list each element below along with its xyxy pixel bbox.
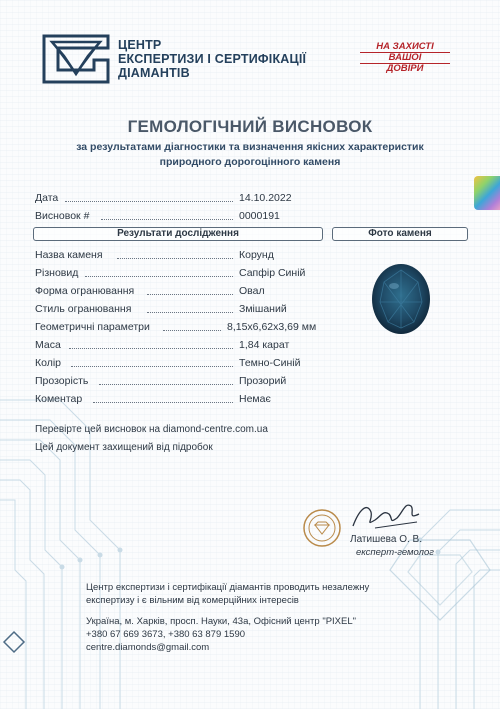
photo-header: Фото каменя — [332, 227, 468, 241]
result-value: 8,15x6,62x3,69 мм — [227, 321, 317, 333]
document-subtitle — [30, 140, 470, 170]
result-value: Сапфір Синій — [239, 267, 306, 279]
brand-line-1: ЦЕНТР — [118, 38, 162, 52]
center-seal-stamp — [302, 508, 342, 548]
result-label: Маса — [35, 339, 61, 351]
result-row — [35, 339, 335, 353]
signer-role: експерт-гемолог — [356, 547, 434, 558]
signer-name: Латишева О. В. — [350, 534, 422, 545]
brand-line-2: ЕКСПЕРТИЗИ І СЕРТИФІКАЦІЇ — [118, 52, 307, 66]
handwritten-signature — [345, 492, 425, 536]
result-label: Геометричні параметри — [35, 321, 150, 333]
date-label: Дата — [35, 192, 59, 204]
motto-line-1: НА ЗАХИСТІ — [360, 42, 450, 53]
footer-line-1: Центр експертизи і сертифікації діамантів проводить незалежну — [86, 582, 370, 593]
result-row — [35, 285, 335, 299]
footer-email: centre.diamonds@gmail.com — [86, 642, 210, 653]
result-value: Прозорий — [239, 375, 287, 387]
result-row — [35, 393, 335, 407]
brand-line-3: ДІАМАНТІВ — [118, 66, 190, 80]
motto-line-2: ВАШОЇ — [360, 53, 450, 64]
result-label: Коментар — [35, 393, 83, 405]
hologram-sticker — [474, 176, 500, 210]
result-row — [35, 303, 335, 317]
conclusion-number-value: 0000191 — [239, 210, 280, 222]
date-value: 14.10.2022 — [239, 192, 292, 204]
document-title: ГЕМОЛОГІЧНИЙ ВИСНОВОК — [127, 117, 373, 136]
gem-photo — [370, 262, 432, 336]
result-value: 1,84 карат — [239, 339, 290, 351]
result-label: Форма огранювання — [35, 285, 135, 297]
footer-address: Україна, м. Харків, просп. Науки, 43а, Офісний центр "PIXEL" — [86, 616, 357, 627]
conclusion-number-label: Висновок # — [35, 210, 90, 222]
subtitle-line-1: за результатами діагностики та визначення якісних характеристик — [76, 141, 424, 153]
verify-note: Перевірте цей висновок на diamond-centre.com.ua — [35, 424, 268, 435]
footer-line-2: експертизу і є вільним від комерційних інтересів — [86, 595, 299, 606]
result-value: Овал — [239, 285, 265, 297]
results-header: Результати дослідження — [33, 227, 323, 241]
protection-note: Цей документ захищений від підробок — [35, 442, 213, 453]
result-row — [35, 249, 335, 263]
result-value: Немає — [239, 393, 271, 405]
result-label: Різновид — [35, 267, 79, 279]
conclusion-number-row — [35, 210, 435, 224]
result-row — [35, 321, 335, 335]
footer-phones: +380 67 669 3673, +380 63 879 1590 — [86, 629, 246, 640]
result-value: Корунд — [239, 249, 274, 261]
brand-name — [118, 38, 338, 80]
date-row — [35, 192, 435, 206]
motto-line-3: ДОВІРИ — [386, 63, 424, 74]
result-value: Темно-Синій — [239, 357, 301, 369]
result-label: Колір — [35, 357, 62, 369]
result-row — [35, 375, 335, 389]
motto-logo — [360, 42, 450, 74]
result-label: Прозорість — [35, 375, 89, 387]
result-row — [35, 357, 335, 371]
result-label: Стиль огранювання — [35, 303, 132, 315]
result-label: Назва каменя — [35, 249, 103, 261]
result-value: Змішаний — [239, 303, 287, 315]
subtitle-line-2: природного дорогоцінного каменя — [159, 156, 341, 168]
diamond-logo-icon — [38, 34, 114, 84]
result-row — [35, 267, 335, 281]
